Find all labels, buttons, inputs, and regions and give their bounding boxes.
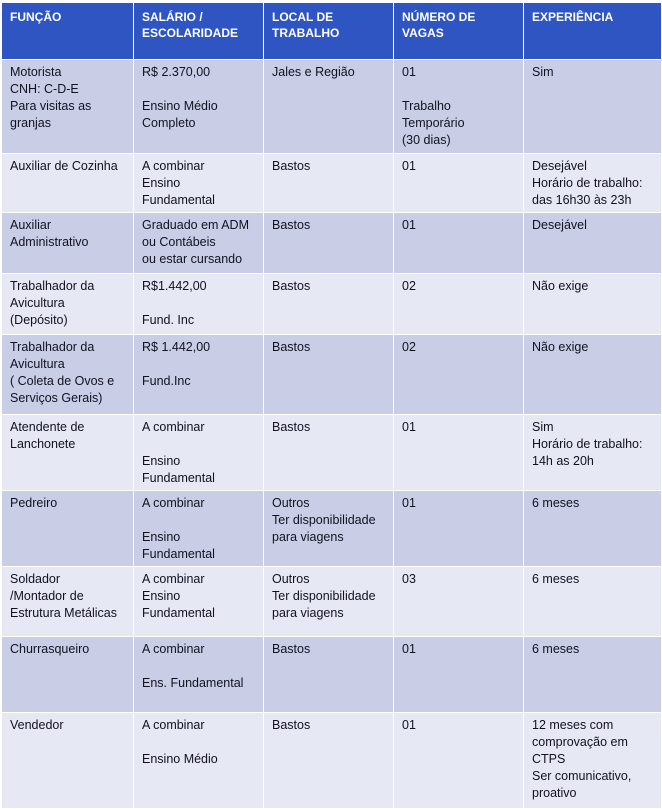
cell-experiencia xyxy=(524,567,662,637)
cell-vagas xyxy=(394,637,524,713)
blank-line xyxy=(142,734,257,751)
cell-experiencia xyxy=(524,213,662,274)
cell-funcao xyxy=(2,274,134,335)
cell-vagas xyxy=(394,274,524,335)
cell-text-line: comprovação em xyxy=(532,735,628,749)
cell-text-line: Graduado em ADM xyxy=(142,218,249,232)
cell-vagas xyxy=(394,713,524,809)
cell-local xyxy=(264,60,394,154)
cell-vagas xyxy=(394,491,524,567)
cell-text-line: Vendedor xyxy=(10,718,64,732)
cell-funcao xyxy=(2,491,134,567)
cell-experiencia xyxy=(524,491,662,567)
cell-text-line: Bastos xyxy=(272,279,311,293)
cell-local xyxy=(264,154,394,213)
header-salario-escolaridade: SALÁRIO / ESCOLARIDADE xyxy=(134,3,264,60)
cell-text-line: Administrativo xyxy=(10,235,89,249)
cell-experiencia xyxy=(524,713,662,809)
table-row xyxy=(2,213,662,274)
blank-line xyxy=(142,295,257,312)
cell-text-line: Fundamental xyxy=(142,606,215,620)
cell-text-line: Estrutura Metálicas xyxy=(10,606,117,620)
cell-text-line: Auxiliar de Cozinha xyxy=(10,159,118,173)
cell-text-line: Churrasqueiro xyxy=(10,642,90,656)
cell-text-line: Trabalhador da xyxy=(10,340,95,354)
cell-funcao xyxy=(2,567,134,637)
cell-local xyxy=(264,335,394,415)
cell-vagas xyxy=(394,335,524,415)
cell-salario xyxy=(134,491,264,567)
header-local-de-trabalho: LOCAL DE TRABALHO xyxy=(264,3,394,60)
table-row xyxy=(2,637,662,713)
cell-text-line: Não exige xyxy=(532,279,589,293)
cell-text-line: granjas xyxy=(10,116,51,130)
cell-text-line: Bastos xyxy=(272,218,311,232)
cell-salario xyxy=(134,335,264,415)
cell-text-line: ou Contábeis xyxy=(142,235,216,249)
cell-funcao xyxy=(2,713,134,809)
cell-salario xyxy=(134,213,264,274)
cell-text-line: 14h as 20h xyxy=(532,454,594,468)
cell-text-line: A combinar xyxy=(142,420,205,434)
cell-text-line: 02 xyxy=(402,340,416,354)
cell-funcao xyxy=(2,213,134,274)
table-row xyxy=(2,274,662,335)
cell-text-line: Auxiliar xyxy=(10,218,51,232)
cell-local xyxy=(264,567,394,637)
cell-local xyxy=(264,213,394,274)
cell-text-line: (Depósito) xyxy=(10,313,68,327)
cell-experiencia xyxy=(524,274,662,335)
job-vacancies-table xyxy=(1,2,662,809)
cell-text-line: /Montador de xyxy=(10,589,84,603)
cell-salario xyxy=(134,637,264,713)
cell-salario xyxy=(134,60,264,154)
table-row xyxy=(2,491,662,567)
cell-text-line: 6 meses xyxy=(532,572,580,586)
cell-text-line: Ensino xyxy=(142,454,181,468)
cell-text-line: Para visitas as xyxy=(10,99,92,113)
cell-text-line: Outros xyxy=(272,572,310,586)
cell-text-line: Jales e Região xyxy=(272,65,355,79)
cell-funcao xyxy=(2,415,134,491)
cell-text-line: Não exige xyxy=(532,340,589,354)
cell-vagas xyxy=(394,154,524,213)
blank-line xyxy=(142,356,257,373)
cell-text-line: 03 xyxy=(402,572,416,586)
cell-text-line: Fundamental xyxy=(142,547,215,561)
cell-text-line: Fund. Inc xyxy=(142,313,195,327)
cell-text-line: Ser comunicativo, xyxy=(532,769,632,783)
cell-text-line: Fund.Inc xyxy=(142,374,191,388)
cell-text-line: CTPS xyxy=(532,752,566,766)
cell-text-line: A combinar xyxy=(142,572,205,586)
cell-text-line: A combinar xyxy=(142,718,205,732)
cell-funcao xyxy=(2,335,134,415)
table-row xyxy=(2,60,662,154)
cell-text-line: R$1.442,00 xyxy=(142,279,207,293)
cell-text-line: Atendente de xyxy=(10,420,85,434)
cell-text-line: CNH: C-D-E xyxy=(10,82,79,96)
cell-text-line: ou estar cursando xyxy=(142,252,243,266)
table-row xyxy=(2,415,662,491)
cell-vagas xyxy=(394,60,524,154)
cell-text-line: 02 xyxy=(402,279,416,293)
cell-text-line: Ensino xyxy=(142,589,181,603)
table-row xyxy=(2,335,662,415)
cell-text-line: 01 xyxy=(402,218,416,232)
cell-local xyxy=(264,415,394,491)
cell-local xyxy=(264,274,394,335)
cell-salario xyxy=(134,154,264,213)
cell-text-line: 01 xyxy=(402,159,416,173)
cell-text-line: Ter disponibilidade xyxy=(272,513,376,527)
cell-salario xyxy=(134,415,264,491)
cell-local xyxy=(264,713,394,809)
cell-funcao xyxy=(2,60,134,154)
cell-salario xyxy=(134,567,264,637)
header-numero-de-vagas: NÚMERO DE VAGAS xyxy=(394,3,524,60)
cell-text-line: 01 xyxy=(402,718,416,732)
cell-salario xyxy=(134,713,264,809)
cell-text-line: Serviços Gerais) xyxy=(10,391,103,405)
cell-text-line: Horário de trabalho: xyxy=(532,176,643,190)
blank-line xyxy=(402,81,517,98)
cell-text-line: 01 xyxy=(402,496,416,510)
cell-vagas xyxy=(394,567,524,637)
blank-line xyxy=(142,658,257,675)
cell-text-line: Desejável xyxy=(532,159,587,173)
cell-text-line: ( Coleta de Ovos e xyxy=(10,374,115,388)
cell-text-line: Ensino Médio xyxy=(142,99,218,113)
cell-text-line: Desejável xyxy=(532,218,587,232)
cell-text-line: (30 dias) xyxy=(402,133,451,147)
cell-text-line: Temporário xyxy=(402,116,465,130)
cell-text-line: Fundamental xyxy=(142,193,215,207)
table-header-row xyxy=(2,3,662,60)
cell-text-line: Lanchonete xyxy=(10,437,76,451)
blank-line xyxy=(142,436,257,453)
cell-text-line: para viagens xyxy=(272,606,344,620)
cell-experiencia xyxy=(524,60,662,154)
cell-text-line: A combinar xyxy=(142,496,205,510)
table-row xyxy=(2,154,662,213)
cell-text-line: Trabalho xyxy=(402,99,451,113)
cell-text-line: Outros xyxy=(272,496,310,510)
cell-local xyxy=(264,491,394,567)
cell-text-line: Horário de trabalho: xyxy=(532,437,643,451)
cell-text-line: 12 meses com xyxy=(532,718,614,732)
cell-vagas xyxy=(394,213,524,274)
cell-text-line: Ens. Fundamental xyxy=(142,676,244,690)
cell-vagas xyxy=(394,415,524,491)
blank-line xyxy=(142,81,257,98)
cell-text-line: Ter disponibilidade xyxy=(272,589,376,603)
cell-text-line: para viagens xyxy=(272,530,344,544)
cell-text-line: proativo xyxy=(532,786,577,800)
cell-local xyxy=(264,637,394,713)
cell-experiencia xyxy=(524,335,662,415)
cell-funcao xyxy=(2,154,134,213)
table-row xyxy=(2,713,662,809)
cell-text-line: Ensino Médio xyxy=(142,752,218,766)
cell-experiencia xyxy=(524,637,662,713)
cell-text-line: 01 xyxy=(402,642,416,656)
cell-text-line: Sim xyxy=(532,420,554,434)
cell-text-line: Completo xyxy=(142,116,196,130)
cell-funcao xyxy=(2,637,134,713)
header-funcao: FUNÇÃO xyxy=(2,3,134,60)
blank-line xyxy=(142,512,257,529)
cell-salario xyxy=(134,274,264,335)
cell-text-line: Ensino xyxy=(142,176,181,190)
cell-text-line: Bastos xyxy=(272,420,311,434)
cell-text-line: Sim xyxy=(532,65,554,79)
cell-text-line: A combinar xyxy=(142,159,205,173)
cell-text-line: 01 xyxy=(402,420,416,434)
cell-text-line: Bastos xyxy=(272,340,311,354)
header-experiencia: EXPERIÊNCIA xyxy=(524,3,662,60)
cell-text-line: Bastos xyxy=(272,642,311,656)
cell-text-line: 01 xyxy=(402,65,416,79)
cell-text-line: 6 meses xyxy=(532,496,580,510)
cell-text-line: 6 meses xyxy=(532,642,580,656)
cell-text-line: Trabalhador da xyxy=(10,279,95,293)
cell-text-line: Avicultura xyxy=(10,296,65,310)
cell-text-line: Ensino xyxy=(142,530,181,544)
cell-text-line: Bastos xyxy=(272,159,311,173)
cell-text-line: Fundamental xyxy=(142,471,215,485)
cell-text-line: das 16h30 às 23h xyxy=(532,193,632,207)
table-row xyxy=(2,567,662,637)
cell-text-line: R$ 2.370,00 xyxy=(142,65,211,79)
cell-text-line: Avicultura xyxy=(10,357,65,371)
cell-text-line: Bastos xyxy=(272,718,311,732)
cell-text-line: Motorista xyxy=(10,65,62,79)
cell-text-line: A combinar xyxy=(142,642,205,656)
cell-text-line: R$ 1.442,00 xyxy=(142,340,211,354)
cell-text-line: Pedreiro xyxy=(10,496,58,510)
cell-experiencia xyxy=(524,154,662,213)
cell-experiencia xyxy=(524,415,662,491)
cell-text-line: Soldador xyxy=(10,572,61,586)
